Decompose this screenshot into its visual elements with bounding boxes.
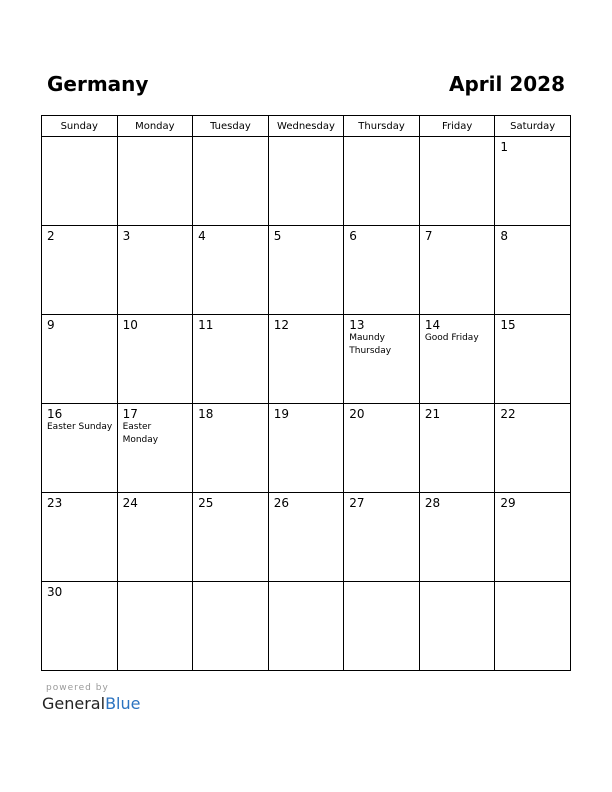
day-number: 18 (198, 407, 214, 421)
day-number: 8 (500, 229, 509, 243)
holiday-label: Easter Sunday (47, 422, 113, 432)
day-number: 7 (424, 229, 433, 243)
day-number: 16 (47, 407, 63, 421)
day-number: 3 (122, 229, 131, 243)
powered-by-text: powered by (46, 683, 109, 693)
day-number: 1 (500, 140, 509, 154)
day-number: 15 (500, 318, 516, 332)
day-cell[interactable] (344, 493, 420, 582)
day-number: 30 (47, 585, 63, 599)
day-number: 21 (424, 407, 441, 421)
empty-day-cell (268, 137, 344, 226)
logo-text-general: General (42, 694, 106, 713)
day-number: 23 (47, 496, 63, 510)
day-number: 27 (349, 496, 365, 510)
day-number: 6 (349, 229, 357, 243)
weekday-header: Tuesday (193, 116, 269, 137)
day-number: 5 (273, 229, 282, 243)
empty-day-cell (193, 582, 269, 671)
day-cell[interactable] (495, 404, 571, 493)
weekday-header: Saturday (495, 116, 571, 137)
day-cell[interactable] (193, 404, 269, 493)
day-number: 24 (122, 496, 138, 510)
empty-day-cell (495, 582, 571, 671)
empty-day-cell (419, 137, 495, 226)
empty-day-cell (193, 137, 269, 226)
day-cell[interactable] (268, 315, 344, 404)
day-number: 17 (122, 407, 138, 421)
weekday-header: Monday (117, 116, 193, 137)
day-number: 10 (122, 318, 138, 332)
day-number: 22 (500, 407, 516, 421)
day-cell[interactable] (193, 493, 269, 582)
day-number: 9 (47, 318, 55, 332)
day-cell[interactable] (419, 404, 495, 493)
day-number: 13 (349, 318, 365, 332)
day-cell[interactable] (117, 315, 193, 404)
day-number: 28 (424, 496, 441, 510)
day-cell[interactable] (495, 137, 571, 226)
holiday-label: Maundy Thursday (349, 333, 392, 356)
generalblue-logo[interactable] (42, 694, 140, 714)
day-cell[interactable] (344, 226, 420, 315)
calendar-grid (41, 115, 571, 671)
month-title: April 2028 (449, 72, 565, 96)
country-title: Germany (47, 72, 149, 96)
empty-day-cell (344, 582, 420, 671)
holiday-label: Good Friday (424, 333, 479, 343)
day-cell[interactable] (495, 315, 571, 404)
day-cell[interactable] (268, 493, 344, 582)
week-row (42, 137, 571, 226)
weekday-header: Friday (419, 116, 495, 137)
day-cell[interactable] (344, 315, 420, 404)
logo-text-blue: Blue (105, 694, 141, 713)
week-row (42, 226, 571, 315)
empty-day-cell (42, 137, 118, 226)
day-cell[interactable] (193, 315, 269, 404)
day-cell[interactable] (42, 493, 118, 582)
empty-day-cell (419, 582, 495, 671)
weekday-header-row (42, 116, 571, 137)
day-cell[interactable] (117, 226, 193, 315)
day-cell[interactable] (193, 226, 269, 315)
day-cell[interactable] (419, 315, 495, 404)
day-cell[interactable] (42, 582, 118, 671)
day-cell[interactable] (419, 226, 495, 315)
week-row (42, 582, 571, 671)
day-number: 14 (424, 318, 441, 332)
empty-day-cell (344, 137, 420, 226)
day-cell[interactable] (117, 404, 193, 493)
day-number: 26 (273, 496, 289, 510)
day-cell[interactable] (419, 493, 495, 582)
day-cell[interactable] (495, 493, 571, 582)
week-row (42, 404, 571, 493)
day-cell[interactable] (42, 226, 118, 315)
day-number: 2 (47, 229, 55, 243)
week-row (42, 493, 571, 582)
day-number: 4 (198, 229, 206, 243)
day-number: 11 (198, 318, 214, 332)
weekday-header: Sunday (42, 116, 118, 137)
week-row (42, 315, 571, 404)
empty-day-cell (268, 582, 344, 671)
day-cell[interactable] (117, 493, 193, 582)
day-number: 19 (273, 407, 289, 421)
day-number: 25 (198, 496, 214, 510)
weekday-header: Wednesday (268, 116, 344, 137)
day-cell[interactable] (268, 404, 344, 493)
day-cell[interactable] (42, 315, 118, 404)
day-cell[interactable] (42, 404, 118, 493)
day-cell[interactable] (344, 404, 420, 493)
weekday-header: Thursday (344, 116, 420, 137)
day-number: 29 (500, 496, 516, 510)
day-number: 20 (349, 407, 365, 421)
day-cell[interactable] (495, 226, 571, 315)
day-cell[interactable] (268, 226, 344, 315)
empty-day-cell (117, 582, 193, 671)
day-number: 12 (273, 318, 289, 332)
empty-day-cell (117, 137, 193, 226)
holiday-label: Easter Monday (122, 422, 159, 445)
